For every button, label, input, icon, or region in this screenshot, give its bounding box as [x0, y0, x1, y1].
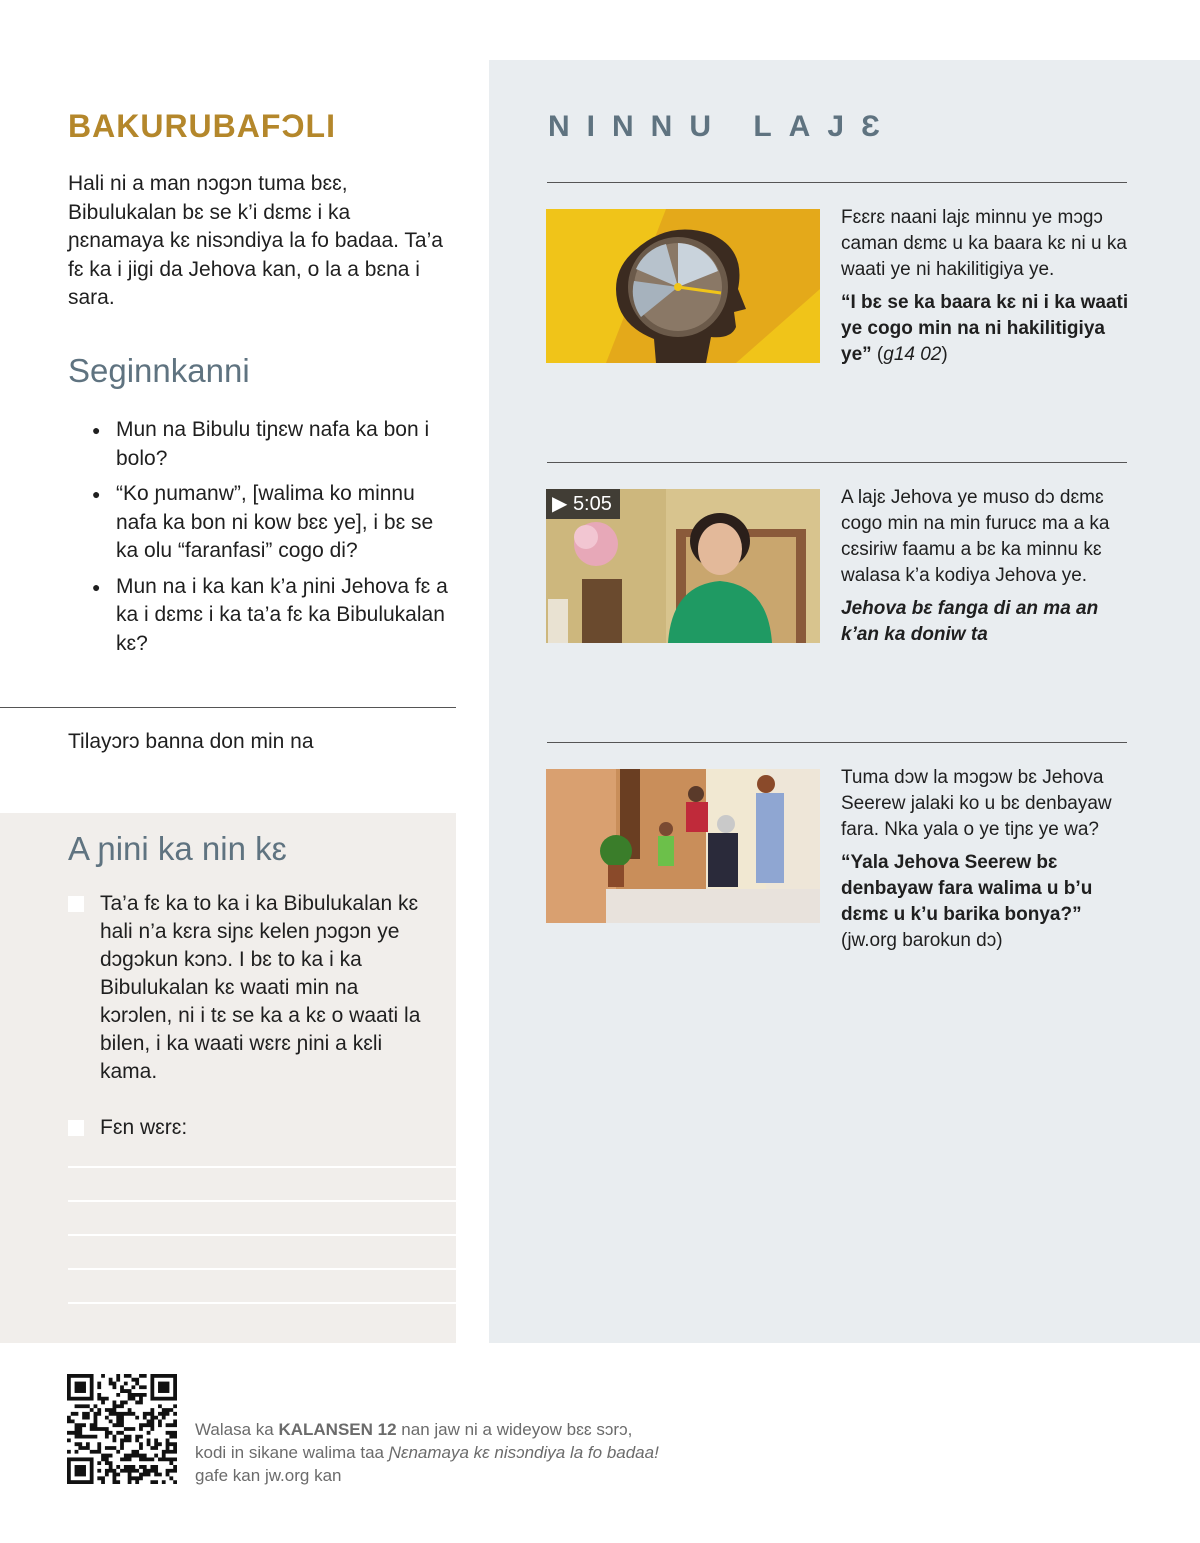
divider	[547, 742, 1127, 743]
review-item: ● “Ko ɲumanw”, [walima ko minnu nafa ka bon ni kow bɛɛ ye], i bɛ se ka olu “faranfasi” cogo di?	[92, 480, 452, 566]
review-title: Seginnkanni	[68, 352, 250, 389]
divider	[0, 707, 456, 708]
review-item: ● Mun na Bibulu tiɲɛw nafa ka bon i bolo?	[92, 416, 452, 473]
goal-checkbox[interactable]	[68, 896, 84, 912]
footer-text: Walasa ka	[195, 1420, 279, 1439]
article-link[interactable]: “I bɛ se ka baara kɛ ni i ka waati ye cogo min na ni hakilitigiya ye” (g14 02)	[841, 292, 1129, 365]
video-link[interactable]: Jehova bɛ fanga di an ma an k’an ka doniw ta	[841, 598, 1099, 645]
goal-text: Ta’a fɛ ka to ka i ka Bibulukalan kɛ hali n’a kɛra siɲɛ kelen ɲɔgɔn ye dɔgɔkun kɔnɔ. I bɛ to ka i ka Bibulukalan kɛ waati min na kɔrɔlen, ni i tɛ se ka a kɛ o waati la bilen, i ka waati wɛrɛ ɲini a kɛli kama.	[100, 892, 421, 1083]
head-clock-illustration	[546, 209, 820, 363]
explore-title: NINNU LAJƐ	[548, 110, 897, 143]
family-doorway-illustration	[546, 769, 820, 923]
review-item: ● Mun na i ka kan k’a ɲini Jehova fɛ a ka i dɛmɛ i ka ta’a fɛ ka Bibulukalan kɛ?	[92, 573, 452, 659]
write-line[interactable]	[68, 1268, 456, 1270]
article-thumbnail[interactable]	[546, 209, 820, 363]
write-line[interactable]	[68, 1166, 456, 1168]
video-duration: ▶ 5:05	[546, 489, 620, 519]
goal-item	[68, 890, 428, 1086]
divider	[547, 182, 1127, 183]
goal-checkbox[interactable]	[68, 1120, 84, 1136]
lesson-reference: KALANSEN 12	[278, 1420, 397, 1439]
summary-title: BAKURUBAFƆLI	[68, 108, 336, 144]
item-description: A lajɛ Jehova ye muso dɔ dɛmɛ cogo min na min furucɛ ma a ka cɛsiriw faamu a bɛ ka minnu kɛ walasa k’a kodiya Jehova ye.	[841, 487, 1110, 586]
book-title: Ɲɛnamaya kɛ nisɔndiya la fo badaa!	[388, 1443, 659, 1462]
video-thumbnail[interactable]	[546, 489, 820, 643]
divider	[547, 462, 1127, 463]
review-list	[92, 416, 452, 665]
qr-code-graphic	[67, 1374, 177, 1484]
article-link[interactable]	[841, 850, 1131, 954]
completion-date-label: Tilayɔrɔ banna don min na	[68, 730, 314, 753]
summary-text: Hali ni a man nɔgɔn tuma bɛɛ, Bibulukalan bɛ se k’i dɛmɛ i ka ɲɛnamaya kɛ nisɔndiya la fo badaa. Ta’a fɛ ka i jigi da Jehova kan, o la a bɛna i sara.	[68, 172, 443, 309]
write-line[interactable]	[68, 1200, 456, 1202]
footer-note	[195, 1418, 755, 1487]
qr-code[interactable]	[67, 1374, 177, 1484]
item-description: Tuma dɔw la mɔgɔw bɛ Jehova Seerew jalaki ko u bɛ denbayaw fara. Nka yala o ye tiɲɛ ye wa?	[841, 767, 1112, 840]
article-source: (jw.org barokun dɔ)	[841, 930, 1003, 951]
article-title: “I bɛ se ka baara kɛ ni i ka waati ye cogo min na ni hakilitigiya ye”	[841, 292, 1129, 365]
article-source: g14 02	[883, 344, 942, 365]
goals-title: A ɲini ka nin kɛ	[68, 830, 287, 867]
write-line[interactable]	[68, 1302, 456, 1304]
footer-text: nan jaw ni a wideyow bɛɛ sɔrɔ,	[396, 1420, 633, 1439]
footer-text: kodi in sikane walima taa	[195, 1443, 389, 1462]
write-line[interactable]	[68, 1234, 456, 1236]
article-thumbnail[interactable]	[546, 769, 820, 923]
item-description: Fɛɛrɛ naani lajɛ minnu ye mɔgɔ caman dɛmɛ u ka baara kɛ ni u ka waati ye ni hakilitigiya ye.	[841, 207, 1127, 280]
goal-text: Fɛn wɛrɛ:	[100, 1116, 188, 1139]
article-title: “Yala Jehova Seerew bɛ denbayaw fara walima u b’u dɛmɛ u k’u barika bonya?”	[841, 852, 1093, 925]
footer-text: gafe kan jw.org kan	[195, 1466, 342, 1485]
goal-item	[68, 1114, 428, 1142]
